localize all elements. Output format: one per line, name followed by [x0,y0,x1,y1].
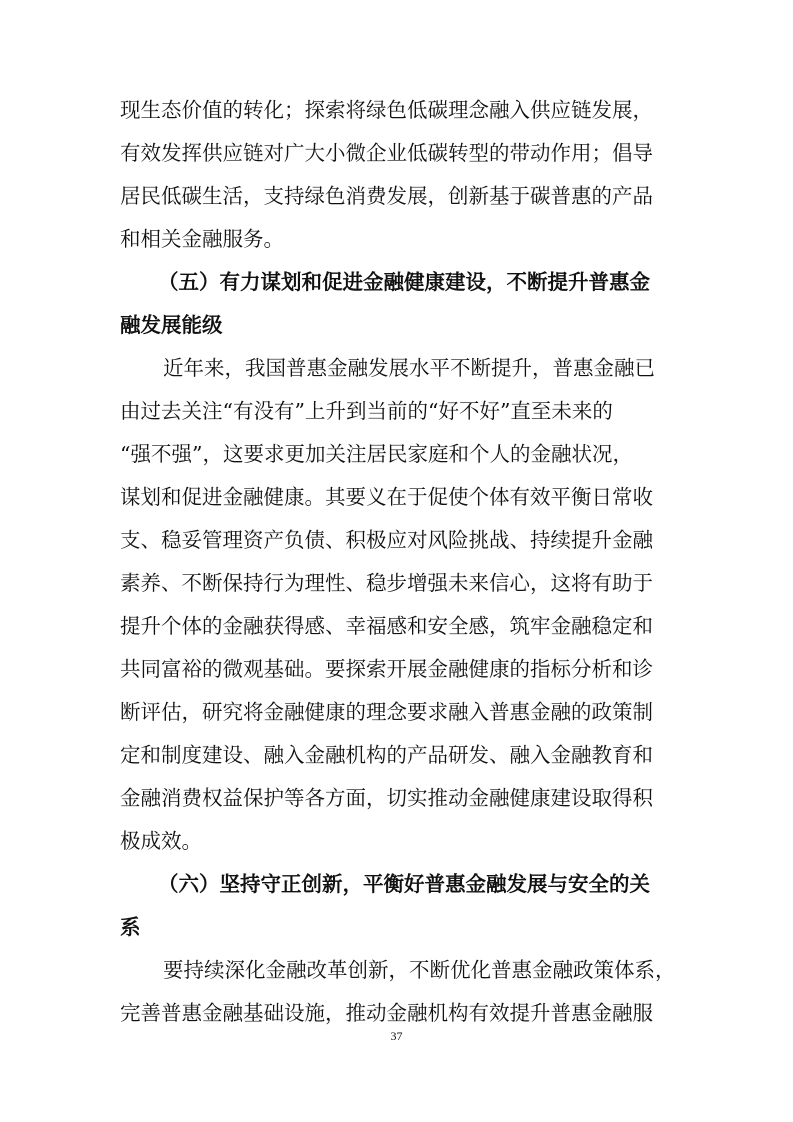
body-line: 提升个体的金融获得感、幸福感和安全感，筑牢金融稳定和 [120,614,653,638]
body-line: 完善普惠金融基础设施，推动金融机构有效提升普惠金融服 [120,1001,653,1025]
section-heading-5-continued: 融发展能级 [120,313,223,337]
section-heading-6-continued: 系 [120,915,141,939]
body-line: “强不强”，这要求更加关注居民家庭和个人的金融状况， [120,442,633,466]
body-line: 定和制度建设、融入金融机构的产品研发、融入金融教育和 [120,743,653,767]
body-line: 居民低碳生活，支持绿色消费发展，创新基于碳普惠的产品 [120,184,653,208]
body-line: 谋划和促进金融健康。其要义在于促使个体有效平衡日常收 [120,485,653,509]
body-line: 素养、不断保持行为理性、稳步增强未来信心，这将有助于 [120,571,653,595]
body-line: 现生态价值的转化；探索将绿色低碳理念融入供应链发展， [120,98,653,122]
section-heading-6: （六）坚持守正创新，平衡好普惠金融发展与安全的关 [158,872,650,896]
body-line: 有效发挥供应链对广大小微企业低碳转型的带动作用；倡导 [120,141,653,165]
section-heading-5: （五）有力谋划和促进金融健康建设，不断提升普惠金 [158,270,650,294]
body-line: 断评估，研究将金融健康的理念要求融入普惠金融的政策制 [120,700,653,724]
paragraph-first-line: 要持续深化金融改革创新，不断优化普惠金融政策体系， [163,958,676,982]
body-line: 共同富裕的微观基础。要探索开展金融健康的指标分析和诊 [120,657,653,681]
body-line: 和相关金融服务。 [120,227,284,251]
body-line: 支、稳妥管理资产负债、积极应对风险挑战、持续提升金融 [120,528,653,552]
paragraph-first-line: 近年来，我国普惠金融发展水平不断提升，普惠金融已 [163,356,655,380]
page-number: 37 [390,1029,403,1043]
body-line: 金融消费权益保护等各方面，切实推动金融健康建设取得积 [120,786,653,810]
body-line: 极成效。 [120,829,202,853]
body-line: 由过去关注“有没有”上升到当前的“好不好”直至未来的 [120,399,613,423]
